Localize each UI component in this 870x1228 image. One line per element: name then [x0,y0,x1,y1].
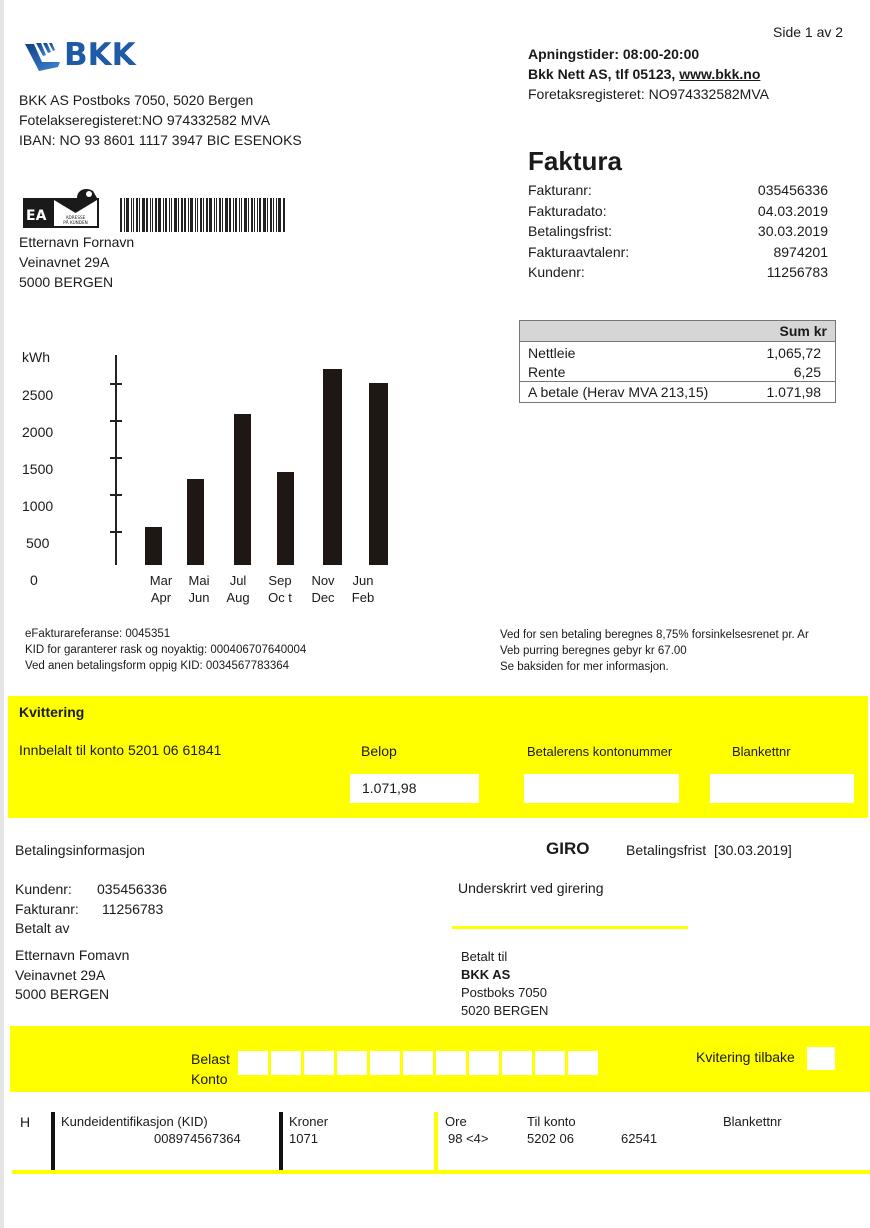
late-payment-info [500,627,809,675]
form-number-field[interactable] [710,774,854,803]
reference-line: eFakturareferanse: 0045351 [25,628,171,640]
org-register: Foretaksregisteret: NO974332582MVA [528,86,769,102]
info-line: Ved for sen betaling beregnes 8,75% forsinkelsesrenet pr. Ar [500,629,809,641]
invoice-row-label: Betalingsfrist: [528,223,613,239]
company-phone [528,64,769,84]
amount-field[interactable] [350,774,479,803]
website-link[interactable]: www.bkk.no [679,66,761,82]
invoice-row-value: 30.03.2019 [757,223,828,239]
x-label-line: Mai [188,573,210,588]
invoice-row-label: Fakturanr: [528,182,592,198]
x-label-line: Jun [188,590,210,605]
y-tick-label: 2500 [22,387,54,403]
debit-account-digit-box[interactable] [535,1051,565,1075]
debit-account-digit-box[interactable] [568,1051,598,1075]
chart-bar [145,527,162,565]
payment-info-ids [15,880,167,939]
payer-city: 5000 BERGEN [15,986,110,1002]
receipt-section [8,696,868,818]
x-label-line: Apr [150,590,172,605]
receipt-back-checkbox[interactable] [807,1047,835,1070]
y-axis-unit: kWh [22,349,50,365]
svg-text:PÅ KUNDEN: PÅ KUNDEN [63,220,88,225]
receipt-title: Kvittering [19,704,85,720]
y-tick-label: 1000 [22,498,54,514]
invoice-row-label: Fakturaavtalenr: [528,243,630,260]
customer-number-label: Kundenr: [15,881,72,897]
debit-account-section [10,1026,870,1092]
field-divider-yellow [434,1112,438,1172]
chart-bar [187,479,204,565]
kid-value: 008974567364 [154,1131,241,1146]
summary-row-label: Rente [528,363,566,380]
consumption-chart [0,340,420,620]
invoice-row-label: Kundenr: [528,264,585,280]
invoice-row [528,201,828,222]
sender-line: Fotelakseregisteret:NO 974332582 MVA [19,112,271,128]
reference-line: Ved anen betalingsform oppig KID: 0034567783364 [25,660,290,672]
barcode [120,198,316,232]
amount-value: 1.071,98 [362,780,417,796]
bkk-wave-icon [24,40,64,74]
field-divider [51,1112,55,1172]
to-account-part2: 62541 [621,1131,658,1146]
customer-number-value: 035456336 [97,881,168,897]
payee-street: Postboks 7050 [461,985,548,1000]
opening-hours: Apningstider: 08:00-20:00 [528,46,700,62]
giro-due-label: Betalingsfrist [626,842,707,858]
svg-text:EA: EA [26,208,47,224]
payment-info-title: Betalingsinformasjon [15,842,145,858]
debit-account-digit-box[interactable] [502,1051,532,1075]
invoice-row [528,242,828,263]
invoice-details [528,144,828,283]
y-axis-tick [110,383,122,385]
debit-account-digit-box[interactable] [304,1051,334,1075]
invoice-row-value: 11256783 [766,264,828,280]
summary-header: Sum kr [520,321,835,342]
summary-total-row [520,381,835,402]
payer-account-label: Betalerens kontonummer [527,744,673,759]
to-account-part1: 5202 06 [527,1131,574,1146]
envelope-icon [23,187,101,229]
debit-account-digit-box[interactable] [337,1051,367,1075]
reference-line: KID for garanterer rask og noyaktig: 000406707640004 [25,644,307,656]
y-tick-label: 2000 [22,424,54,440]
giro-title: GIRO [546,839,590,858]
svg-text:ADRESSE: ADRESSE [65,215,86,220]
bottom-yellow-rule [12,1170,870,1174]
amount-label: Belop [361,743,397,759]
debit-label-line: Belast [191,1051,230,1067]
payee-address [461,948,548,1020]
paid-to-label: Betalt til [461,949,508,964]
bkk-logo [24,37,146,74]
payer-street: Veinavnet 29A [15,966,106,983]
x-label-line: Sep [268,573,292,588]
y-tick-label: 0 [30,572,38,588]
summary-row [520,363,835,382]
field-divider [279,1112,283,1172]
logo-text: BKK [64,37,136,73]
receipt-back-label: Kvitering tilbake [696,1049,795,1065]
summary-row-value: 6,25 [793,363,821,380]
x-category-label [340,572,386,606]
invoice-row-value: 8974201 [773,243,828,260]
ea-postal-stamp [23,187,101,229]
company-phone-text: Bkk Nett AS, tlf 05123, [528,66,680,82]
to-account-label: Til konto [527,1114,576,1129]
sender-line: IBAN: NO 93 8601 1117 3947 BIC ESENOKS [19,132,302,148]
summary-total-value: 1.071,98 [766,384,821,400]
y-axis-tick [110,457,122,459]
debit-account-digit-box[interactable] [436,1051,466,1075]
recipient-name: Etternavn Fornavn [19,234,135,250]
recipient-address [19,232,134,292]
y-axis-tick [110,531,122,533]
payer-name: Etternavn Fomavn [15,947,130,963]
recipient-city: 5000 BERGEN [19,274,114,290]
summary-row-label: Nettleie [528,345,576,361]
debit-label-line: Konto [191,1071,228,1087]
amount-summary-table [519,320,836,403]
x-label-line: Nov [311,573,335,588]
invoice-row-label: Fakturadato: [528,202,607,219]
contact-info [528,44,769,104]
x-label-line: Mar [149,573,173,588]
y-axis-tick [110,494,122,496]
recipient-street: Veinavnet 29A [19,254,110,270]
x-category-label [215,572,261,606]
summary-row-value: 1,065,72 [766,345,821,361]
signature-line[interactable] [452,926,688,929]
payer-address [15,946,129,1005]
debit-account-label [191,1049,230,1089]
x-label-line: Aug [226,590,250,605]
x-category-label [257,572,303,606]
invoice-number-value: 11256783 [102,900,164,917]
y-axis-tick [110,420,122,422]
y-tick-label: 500 [26,535,50,551]
invoice-row [528,262,828,283]
invoice-number-label: Fakturanr: [15,900,79,917]
payment-references [25,626,306,674]
sender-line: BKK AS Postboks 7050, 5020 Bergen [19,92,254,108]
giro-due-value: [30.03.2019] [713,842,792,858]
summary-total-label: A betale (Herav MVA 213,15) [528,384,709,400]
x-label-line: Feb [351,590,375,605]
chart-bar [323,369,342,565]
invoice-title: Faktura [528,146,622,176]
x-label-line: Dec [311,590,335,605]
debit-account-digit-box[interactable] [469,1051,499,1075]
payee-name: BKK AS [461,967,511,982]
kroner-label: Kroner [289,1114,329,1129]
y-axis-line [115,355,117,565]
debit-account-digit-box[interactable] [370,1051,400,1075]
info-line: Se baksiden for mer informasjon. [500,661,669,673]
x-label-line: Jun [352,573,374,588]
customer-number-row [15,880,167,900]
invoice-row [528,221,828,242]
giro-due-date [626,842,792,858]
x-label-line: Oc t [268,590,292,605]
form-number-label: Blankettnr [732,744,791,759]
kroner-value: 1071 [289,1131,318,1146]
y-tick-label: 1500 [22,461,54,477]
ore-label: Ore [445,1114,467,1129]
invoice-row-value: 04.03.2019 [757,202,828,219]
signature-label: Underskrirt ved girering [458,880,604,896]
h-marker: H [20,1114,31,1130]
payee-city: 5020 BERGEN [461,1003,549,1018]
chart-bar [234,414,251,565]
sender-address [19,90,302,150]
payer-account-field[interactable] [524,774,679,803]
info-line: Veb purring beregnes gebyr kr 67.00 [500,645,687,657]
invoice-row [528,180,828,201]
summary-row [520,344,835,363]
kid-label: Kundeidentifikasjon (KID) [61,1114,208,1129]
x-label-line: Jul [229,573,247,588]
form-number-bottom-label: Blankettnr [723,1114,782,1129]
invoice-number-row [15,900,167,920]
chart-bar [369,383,388,565]
invoice-row-value: 035456336 [757,182,828,198]
debit-account-digit-box[interactable] [271,1051,301,1075]
debit-account-digit-box[interactable] [403,1051,433,1075]
debit-account-digit-box[interactable] [238,1051,268,1075]
ore-value: 98 <4> [448,1131,489,1146]
chart-bar [277,472,294,565]
paid-to-account: Innbelalt til konto 5201 06 61841 [19,742,222,758]
page-indicator: Side 1 av 2 [773,24,844,40]
paid-by-label: Betalt av [15,920,70,936]
